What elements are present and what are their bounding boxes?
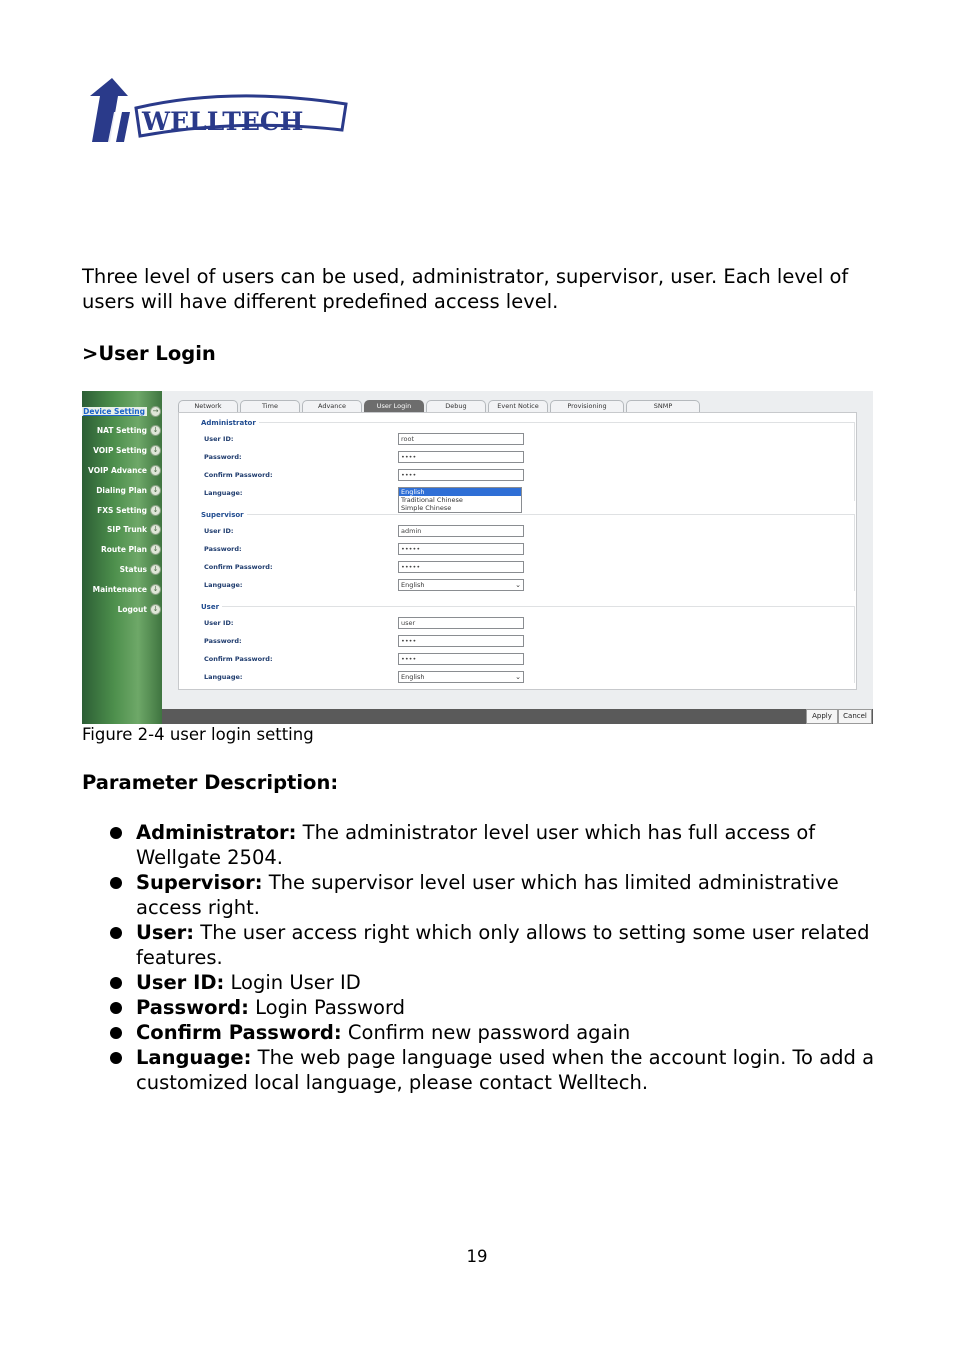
tab-time[interactable]: Time [240, 400, 300, 412]
admin-password-input[interactable]: •••• [398, 451, 524, 463]
user-password-input[interactable]: •••• [398, 635, 524, 647]
sidebar-item-label: Logout [117, 604, 147, 614]
param-term: Administrator: [136, 821, 297, 844]
logo-text: WELLTECH [142, 107, 304, 136]
sidebar-item-dialing-plan[interactable] [96, 484, 161, 496]
sidebar-item-label: Status [119, 564, 147, 574]
user-confirm-password-label: Confirm Password: [204, 655, 273, 663]
language-option-traditional-chinese[interactable]: Traditional Chinese [401, 496, 463, 504]
param-term: User ID: [136, 971, 225, 994]
supervisor-confirm-password-input[interactable]: ••••• [398, 561, 524, 573]
cancel-button[interactable]: Cancel [838, 709, 872, 724]
arrow-down-icon: ↓ [150, 445, 161, 456]
sidebar-item-logout[interactable] [118, 603, 161, 615]
arrow-down-icon: ↓ [150, 425, 161, 436]
welltech-logo [80, 78, 352, 146]
arrow-down-icon: ↓ [150, 604, 161, 615]
supervisor-password-label: Password: [204, 545, 242, 553]
sidebar-item-device-setting[interactable] [82, 405, 161, 417]
language-option-english[interactable]: English [399, 488, 521, 496]
arrow-right-icon: → [150, 406, 161, 417]
arrow-down-icon: ↓ [150, 485, 161, 496]
list-item [110, 970, 880, 995]
bullet-icon [110, 977, 122, 989]
arrow-down-icon: ↓ [150, 524, 161, 535]
sidebar-item-label: Route Plan [100, 545, 147, 555]
param-desc: Login Password [248, 996, 406, 1019]
sidebar-item-label: Device Setting [83, 406, 145, 416]
param-desc: Confirm new password again [341, 1021, 631, 1044]
tab-network[interactable]: Network [178, 400, 238, 412]
arrow-down-icon: ↓ [150, 544, 161, 555]
sidebar-item-label: SIP Trunk [107, 525, 147, 535]
admin-user-id-label: User ID: [204, 435, 234, 443]
tab-user-login[interactable]: User Login [364, 400, 424, 412]
param-desc: The web page language used when the account login. To add a customized local language, please contact Welltech. [136, 1046, 875, 1094]
tab-snmp[interactable]: SNMP [626, 400, 700, 412]
sidebar [82, 391, 162, 724]
list-item [110, 995, 880, 1020]
bullet-icon [110, 877, 122, 889]
admin-user-id-input[interactable]: root [398, 433, 524, 445]
user-language-select[interactable] [398, 671, 524, 683]
intro-paragraph: Three level of users can be used, administrator, supervisor, user. Each level of users will have different predefined access level. [82, 265, 849, 313]
param-desc: The supervisor level user which has limited administrative access right. [136, 871, 839, 919]
user-login-screenshot [82, 391, 873, 724]
admin-language-label: Language: [204, 489, 243, 497]
param-desc: The user access right which only allows to setting some user related features. [136, 921, 870, 969]
param-term: Language: [136, 1046, 252, 1069]
supervisor-legend: Supervisor [201, 511, 247, 519]
section-heading: >User Login [82, 342, 216, 365]
supervisor-group [201, 514, 855, 591]
param-term: Password: [136, 996, 249, 1019]
supervisor-language-label: Language: [204, 581, 243, 589]
tab-provisioning[interactable]: Provisioning [550, 400, 624, 412]
tab-advance[interactable]: Advance [302, 400, 362, 412]
list-item [110, 920, 880, 970]
sidebar-item-maintenance[interactable] [93, 583, 161, 595]
sidebar-item-label: VOIP Advance [88, 465, 147, 475]
user-password-label: Password: [204, 637, 242, 645]
tab-bar [178, 400, 700, 412]
page-number: 19 [466, 1247, 488, 1266]
administrator-legend: Administrator [201, 419, 259, 427]
bottom-bar [162, 709, 873, 724]
param-desc: The administrator level user which has full access of Wellgate 2504. [136, 821, 816, 869]
arrow-down-icon: ↓ [150, 505, 161, 516]
list-item [110, 820, 880, 870]
sidebar-item-voip-advance[interactable] [88, 464, 161, 476]
sidebar-item-voip-setting[interactable] [93, 445, 161, 457]
param-term: Supervisor: [136, 871, 263, 894]
admin-language-dropdown[interactable] [398, 487, 522, 513]
param-term: User: [136, 921, 195, 944]
sidebar-item-label: VOIP Setting [93, 446, 147, 456]
list-item [110, 870, 880, 920]
user-language-label: Language: [204, 673, 243, 681]
param-desc: Login User ID [224, 971, 361, 994]
supervisor-user-id-label: User ID: [204, 527, 234, 535]
user-group [201, 606, 855, 683]
sidebar-item-sip-trunk[interactable] [107, 524, 161, 536]
bullet-icon [110, 827, 122, 839]
sidebar-item-label: Dialing Plan [96, 485, 147, 495]
sidebar-item-label: FXS Setting [97, 505, 147, 515]
settings-panel [178, 412, 857, 690]
admin-confirm-password-input[interactable]: •••• [398, 469, 524, 481]
sidebar-item-status[interactable] [120, 563, 161, 575]
tab-event-notice[interactable]: Event Notice [488, 400, 548, 412]
parameter-heading: Parameter Description: [82, 771, 339, 794]
figure-caption: Figure 2-4 user login setting [82, 725, 314, 744]
arrow-down-icon: ↓ [150, 564, 161, 575]
language-option-simple-chinese[interactable]: Simple Chinese [401, 504, 452, 512]
supervisor-password-input[interactable]: ••••• [398, 543, 524, 555]
param-term: Confirm Password: [136, 1021, 342, 1044]
sidebar-item-label: Maintenance [92, 584, 147, 594]
chevron-down-icon: ⌄ [515, 673, 521, 681]
user-confirm-password-input[interactable]: •••• [398, 653, 524, 665]
user-language-value: English [401, 673, 425, 681]
arrow-down-icon: ↓ [150, 465, 161, 476]
apply-button[interactable]: Apply [806, 709, 838, 724]
admin-confirm-password-label: Confirm Password: [204, 471, 273, 479]
chevron-down-icon: ⌄ [515, 581, 521, 589]
sidebar-item-fxs-setting[interactable] [97, 504, 161, 516]
sidebar-item-label: NAT Setting [96, 426, 147, 436]
bullet-icon [110, 1002, 122, 1014]
tab-debug[interactable]: Debug [426, 400, 486, 412]
list-item [110, 1020, 880, 1045]
supervisor-language-value: English [401, 581, 425, 589]
bullet-icon [110, 927, 122, 939]
bullet-icon [110, 1052, 122, 1064]
bullet-icon [110, 1027, 122, 1039]
admin-password-label: Password: [204, 453, 242, 461]
user-user-id-input[interactable]: user [398, 617, 524, 629]
arrow-down-icon: ↓ [150, 584, 161, 595]
list-item [110, 1045, 880, 1095]
user-legend: User [201, 603, 222, 611]
sidebar-item-route-plan[interactable] [101, 544, 161, 556]
administrator-group [201, 422, 855, 501]
supervisor-confirm-password-label: Confirm Password: [204, 563, 273, 571]
sidebar-item-nat-setting[interactable] [97, 425, 161, 437]
supervisor-language-select[interactable] [398, 579, 524, 591]
user-user-id-label: User ID: [204, 619, 234, 627]
supervisor-user-id-input[interactable]: admin [398, 525, 524, 537]
